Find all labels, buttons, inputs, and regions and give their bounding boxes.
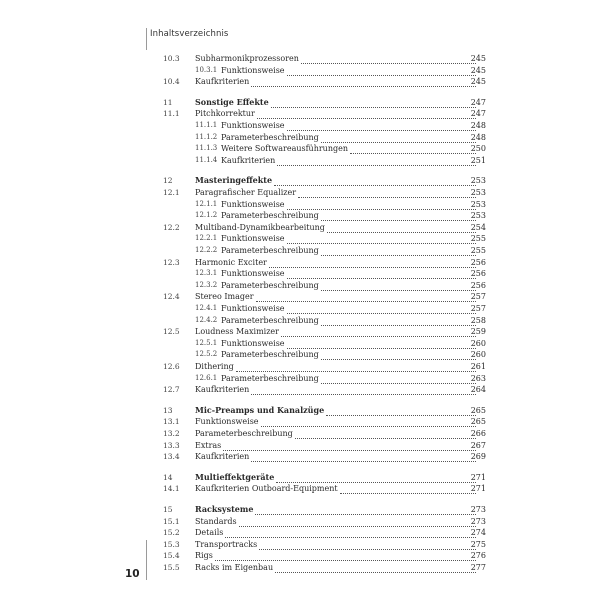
toc-entry-title-wrap xyxy=(195,562,478,573)
toc-entry-page: 265 xyxy=(470,405,486,415)
toc-dot-leader xyxy=(301,56,476,64)
toc-entry-title-wrap xyxy=(195,405,478,416)
toc-dot-leader xyxy=(274,178,476,186)
toc-entry-title-wrap xyxy=(221,280,478,291)
toc-entry-title-wrap xyxy=(221,245,478,256)
toc-entry-title: Parameterbeschreibung xyxy=(221,280,319,290)
toc-entry-title: Pitchkorrektur xyxy=(195,109,255,119)
toc-entry-page: 271 xyxy=(470,484,486,494)
toc-entry-title-wrap xyxy=(195,527,478,538)
toc-entry-title: Parameterbeschreibung xyxy=(221,211,319,221)
toc-entry-title: Multiband-Dynamikbearbeitung xyxy=(195,222,325,232)
toc-entry-title: Mic-Preamps und Kanalzüge xyxy=(195,404,325,415)
toc-entry-row xyxy=(0,210,600,221)
toc-dot-leader xyxy=(321,248,476,256)
toc-entry-title: Dithering xyxy=(195,362,234,371)
toc-dot-leader xyxy=(261,419,476,427)
toc-entry-title-wrap xyxy=(195,97,478,108)
toc-entry-number: 10.3 xyxy=(163,54,180,63)
toc-entry-number: 12 xyxy=(163,176,173,186)
toc-dot-leader xyxy=(251,387,476,395)
toc-entry-row xyxy=(0,373,600,384)
toc-entry-row xyxy=(0,428,600,439)
toc-entry-row xyxy=(0,303,600,314)
toc-entry-number: 12.4.2 xyxy=(195,315,218,324)
toc-entry-number: 15.4 xyxy=(163,551,180,561)
toc-entry-row xyxy=(0,268,600,279)
toc-entry-title-wrap xyxy=(195,291,478,302)
toc-entry-title: Loudness Maximizer xyxy=(195,327,279,337)
toc-entry-title-wrap xyxy=(195,416,478,427)
toc-chapter-row xyxy=(0,504,600,515)
toc-dot-leader xyxy=(239,519,476,527)
toc-entry-page: 247 xyxy=(470,97,486,107)
toc-entry-row xyxy=(0,233,600,244)
toc-dot-leader xyxy=(251,454,476,462)
toc-entry-title-wrap xyxy=(195,428,478,439)
toc-dot-leader xyxy=(326,408,476,416)
toc-entry-title: Harmonic Exciter xyxy=(195,257,267,267)
toc-entry-number: 11.1.1 xyxy=(195,121,218,129)
toc-dot-leader xyxy=(269,260,476,268)
toc-entry-title: Kaufkriterien xyxy=(195,77,250,87)
toc-entry-number: 15.5 xyxy=(163,563,180,572)
toc-entry-number: 11.1 xyxy=(163,109,180,119)
toc-entry-page: 256 xyxy=(470,257,486,267)
toc-entry-number: 11.1.2 xyxy=(195,132,218,141)
toc-entry-number: 12.1.1 xyxy=(195,199,218,208)
toc-chapter-row xyxy=(0,97,600,108)
toc-dot-leader xyxy=(321,283,476,291)
toc-entry-number: 12.5 xyxy=(163,327,180,337)
toc-entry-page: 257 xyxy=(470,304,486,313)
toc-entry-number: 12.4 xyxy=(163,292,180,302)
toc-entry-title-wrap xyxy=(221,303,478,314)
toc-entry-title-wrap xyxy=(195,175,478,186)
toc-entry-row xyxy=(0,550,600,561)
toc-entry-title-wrap xyxy=(221,65,478,76)
toc-entry-title: Sonstige Effekte xyxy=(195,96,269,107)
toc-entry-number: 12.4.1 xyxy=(195,304,218,312)
toc-entry-title-wrap xyxy=(195,108,478,119)
toc-entry-title-wrap xyxy=(195,187,478,198)
toc-entry-row xyxy=(0,65,600,76)
toc-entry-page: 248 xyxy=(470,121,486,130)
toc-dot-leader xyxy=(321,352,476,360)
toc-entry-number: 13.2 xyxy=(163,429,180,438)
toc-entry-row xyxy=(0,76,600,87)
toc-dot-leader xyxy=(340,486,476,494)
toc-entry-title-wrap xyxy=(221,120,478,131)
toc-entry-title-wrap xyxy=(221,349,478,360)
toc-entry-title-wrap xyxy=(221,315,478,326)
page-number: 10 xyxy=(125,568,140,580)
toc-dot-leader xyxy=(321,376,476,384)
toc-entry-page: 274 xyxy=(470,528,486,538)
toc-entry-title-wrap xyxy=(221,143,478,154)
toc-entry-title: Funktionsweise xyxy=(195,417,259,427)
toc-entry-title: Funktionsweise xyxy=(221,234,285,244)
toc-entry-title: Kaufkriterien xyxy=(195,452,250,462)
toc-entry-number: 12.7 xyxy=(163,385,180,395)
toc-dot-leader xyxy=(321,213,476,221)
toc-entry-row xyxy=(0,516,600,527)
toc-entry-page: 251 xyxy=(470,155,486,165)
toc-entry-number: 12.1 xyxy=(163,188,180,197)
toc-entry-title: Racks im Eigenbau xyxy=(195,563,274,572)
toc-entry-title: Masteringeffekte xyxy=(195,175,273,186)
toc-entry-title: Parameterbeschreibung xyxy=(221,132,319,142)
toc-entry-title-wrap xyxy=(195,76,478,87)
toc-dot-leader xyxy=(256,294,476,302)
toc-entry-row xyxy=(0,527,600,538)
toc-entry-title-wrap xyxy=(221,233,478,244)
toc-entry-number: 13.4 xyxy=(163,452,180,462)
toc-entry-number: 12.2.2 xyxy=(195,246,218,254)
toc-entry-number: 10.3.1 xyxy=(195,65,218,74)
toc-entry-title: Kaufkriterien Outboard-Equipment xyxy=(195,484,338,494)
toc-entry-page: 254 xyxy=(470,222,486,232)
toc-entry-row xyxy=(0,326,600,337)
toc-entry-number: 12.6.1 xyxy=(195,373,218,382)
toc-entry-number: 12.3.2 xyxy=(195,280,218,289)
toc-dot-leader xyxy=(255,507,476,515)
toc-entry-number: 11.1.4 xyxy=(195,155,218,164)
toc-entry-title-wrap xyxy=(195,539,478,550)
toc-entry-page: 273 xyxy=(470,516,486,526)
toc-entry-number: 12.1.2 xyxy=(195,211,218,220)
toc-entry-number: 12.6 xyxy=(163,362,180,371)
toc-dot-leader xyxy=(287,68,476,76)
toc-entry-row xyxy=(0,280,600,291)
toc-dot-leader xyxy=(321,135,476,143)
toc-entry-title-wrap xyxy=(195,440,478,451)
toc-entry-row xyxy=(0,108,600,119)
toc-entry-row xyxy=(0,384,600,395)
toc-entry-number: 12.5.2 xyxy=(195,350,218,359)
toc-entry-number: 12.5.1 xyxy=(195,338,218,347)
toc-entry-title: Details xyxy=(195,528,224,538)
toc-entry-page: 266 xyxy=(470,429,486,438)
toc-entry-title: Parameterbeschreibung xyxy=(221,246,319,255)
toc-entry-page: 256 xyxy=(470,280,486,290)
toc-entry-page: 245 xyxy=(470,65,486,75)
toc-entry-page: 253 xyxy=(470,211,486,221)
toc-entry-row xyxy=(0,132,600,143)
toc-dot-leader xyxy=(295,431,476,439)
toc-entry-title-wrap xyxy=(221,210,478,221)
toc-entry-row xyxy=(0,349,600,360)
toc-dot-leader xyxy=(321,318,476,326)
toc-entry-title-wrap xyxy=(195,516,478,527)
toc-dot-leader xyxy=(327,225,476,233)
toc-entry-title-wrap xyxy=(195,472,478,483)
toc-entry-title-wrap xyxy=(195,451,478,462)
toc-chapter-row xyxy=(0,472,600,483)
toc-entry-page: 275 xyxy=(470,539,486,549)
toc-entry-number: 11 xyxy=(163,97,173,107)
toc-entry-title: Weitere Softwareausführungen xyxy=(221,144,348,154)
toc-dot-leader xyxy=(215,553,476,561)
toc-entry-row xyxy=(0,539,600,550)
toc-entry-title-wrap xyxy=(195,550,478,561)
toc-entry-title: Funktionsweise xyxy=(221,338,285,348)
toc-entry-row xyxy=(0,199,600,210)
toc-entry-page: 245 xyxy=(470,77,486,87)
toc-dot-leader xyxy=(271,100,476,108)
toc-entry-number: 15.2 xyxy=(163,528,180,538)
toc-entry-title: Funktionsweise xyxy=(221,65,285,75)
toc-entry-row xyxy=(0,187,600,198)
toc-entry-title-wrap xyxy=(195,504,478,515)
toc-entry-row xyxy=(0,143,600,154)
toc-dot-leader xyxy=(236,364,476,372)
toc-entry-number: 12.3.1 xyxy=(195,269,218,278)
toc-dot-leader xyxy=(251,79,476,87)
toc-entry-number: 13 xyxy=(163,405,173,415)
toc-dot-leader xyxy=(257,111,476,119)
toc-entry-row xyxy=(0,483,600,494)
toc-entry-page: 273 xyxy=(470,505,486,514)
toc-entry-title: Parameterbeschreibung xyxy=(195,429,293,438)
toc-entry-page: 260 xyxy=(470,350,486,360)
toc-entry-page: 245 xyxy=(470,54,486,63)
toc-entry-number: 10.4 xyxy=(163,77,180,87)
toc-entry-page: 259 xyxy=(470,327,486,337)
toc-entry-title: Standards xyxy=(195,516,237,526)
toc-entry-title-wrap xyxy=(221,338,478,349)
toc-entry-page: 260 xyxy=(470,338,486,348)
toc-entry-page: 265 xyxy=(470,417,486,427)
toc-entry-title: Kaufkriterien xyxy=(195,385,250,395)
toc-entry-page: 255 xyxy=(470,246,486,255)
toc-entry-row xyxy=(0,245,600,256)
toc-entry-title: Racksysteme xyxy=(195,504,254,514)
toc-entry-row xyxy=(0,440,600,451)
toc-entry-title: Funktionsweise xyxy=(221,121,285,130)
toc-entry-title-wrap xyxy=(195,384,478,395)
toc-dot-leader xyxy=(225,530,476,538)
toc-entry-row xyxy=(0,291,600,302)
toc-entry-page: 253 xyxy=(470,188,486,197)
toc-entry-title: Parameterbeschreibung xyxy=(221,350,319,360)
toc-entry-row xyxy=(0,155,600,166)
toc-chapter-row xyxy=(0,405,600,416)
toc-entry-number: 15.3 xyxy=(163,539,180,549)
toc-entry-title: Kaufkriterien xyxy=(221,155,276,165)
toc-entry-title-wrap xyxy=(195,53,478,64)
toc-dot-leader xyxy=(287,341,476,349)
toc-entry-number: 13.1 xyxy=(163,417,180,427)
toc-dot-leader xyxy=(287,236,476,244)
toc-entry-page: 253 xyxy=(470,199,486,209)
toc-entry-title: Rigs xyxy=(195,551,213,561)
toc-entry-page: 263 xyxy=(470,373,486,383)
toc-entry-row xyxy=(0,562,600,573)
toc-entry-page: 256 xyxy=(470,269,486,279)
toc-entry-number: 14 xyxy=(163,472,173,482)
toc-entry-page: 277 xyxy=(470,563,486,572)
toc-entry-title-wrap xyxy=(195,361,478,372)
toc-dot-leader xyxy=(275,565,476,573)
toc-entry-title-wrap xyxy=(221,132,478,143)
toc-entry-title-wrap xyxy=(221,268,478,279)
toc-dot-leader xyxy=(277,158,476,166)
toc-entry-row xyxy=(0,361,600,372)
toc-entry-row xyxy=(0,222,600,233)
toc-entry-number: 13.3 xyxy=(163,440,180,450)
toc-entry-number: 14.1 xyxy=(163,484,180,494)
toc-entry-page: 250 xyxy=(470,144,486,154)
toc-entry-page: 264 xyxy=(470,385,486,395)
toc-entry-title-wrap xyxy=(195,222,478,233)
toc-entry-title: Paragrafischer Equalizer xyxy=(195,188,297,197)
toc-entry-title-wrap xyxy=(195,483,478,494)
toc-entry-row xyxy=(0,451,600,462)
toc-entry-row xyxy=(0,338,600,349)
toc-entry-title-wrap xyxy=(195,257,478,268)
toc-dot-leader xyxy=(287,306,476,314)
toc-dot-leader xyxy=(298,190,476,198)
toc-entry-title: Funktionsweise xyxy=(221,304,285,313)
toc-dot-leader xyxy=(287,202,476,210)
toc-entry-row xyxy=(0,416,600,427)
toc-entry-row xyxy=(0,257,600,268)
toc-entry-title-wrap xyxy=(221,373,478,384)
toc-entry-number: 12.2 xyxy=(163,222,180,232)
toc-entry-number: 12.3 xyxy=(163,257,180,267)
toc-chapter-row xyxy=(0,175,600,186)
toc-dot-leader xyxy=(281,329,476,337)
toc-dot-leader xyxy=(276,475,476,483)
toc-entry-number: 15.1 xyxy=(163,516,180,526)
toc-entry-title-wrap xyxy=(221,155,478,166)
toc-entry-title: Parameterbeschreibung xyxy=(221,315,319,325)
toc-entry-page: 258 xyxy=(470,315,486,325)
toc-entry-title: Extras xyxy=(195,440,222,450)
toc-entry-title: Transportracks xyxy=(195,539,258,549)
toc-entry-page: 255 xyxy=(470,234,486,244)
toc-dot-leader xyxy=(287,271,476,279)
toc-entry-page: 269 xyxy=(470,452,486,462)
toc-entry-title: Stereo Imager xyxy=(195,292,254,302)
toc-entry-number: 11.1.3 xyxy=(195,144,218,153)
toc-entry-title: Funktionsweise xyxy=(221,199,285,209)
toc-entry-title: Multieffektgeräte xyxy=(195,471,275,482)
toc-entry-page: 247 xyxy=(470,109,486,119)
toc-entry-title: Funktionsweise xyxy=(221,269,285,279)
toc-entry-page: 257 xyxy=(470,292,486,302)
toc-entry-page: 276 xyxy=(470,551,486,561)
toc-dot-leader xyxy=(287,123,476,131)
toc-entry-title: Parameterbeschreibung xyxy=(221,373,319,383)
toc-entry-page: 267 xyxy=(470,440,486,450)
toc-entry-row xyxy=(0,53,600,64)
toc-entry-page: 261 xyxy=(470,362,486,371)
footer-rule xyxy=(146,540,147,580)
toc-entry-row xyxy=(0,120,600,131)
toc-dot-leader xyxy=(259,542,476,550)
toc-entry-page: 253 xyxy=(470,176,486,186)
toc-entry-number: 12.2.1 xyxy=(195,234,218,243)
toc-entry-row xyxy=(0,315,600,326)
toc-entry-page: 248 xyxy=(470,132,486,142)
header-rule xyxy=(146,28,147,50)
toc-dot-leader xyxy=(223,443,476,451)
toc-entry-number: 15 xyxy=(163,505,173,514)
running-header: Inhaltsverzeichnis xyxy=(150,29,229,39)
toc-entry-title-wrap xyxy=(195,326,478,337)
toc-dot-leader xyxy=(350,146,476,154)
toc-entry-page: 271 xyxy=(470,472,486,482)
toc-entry-title-wrap xyxy=(221,199,478,210)
toc-entry-title: Subharmonikprozessoren xyxy=(195,54,299,63)
